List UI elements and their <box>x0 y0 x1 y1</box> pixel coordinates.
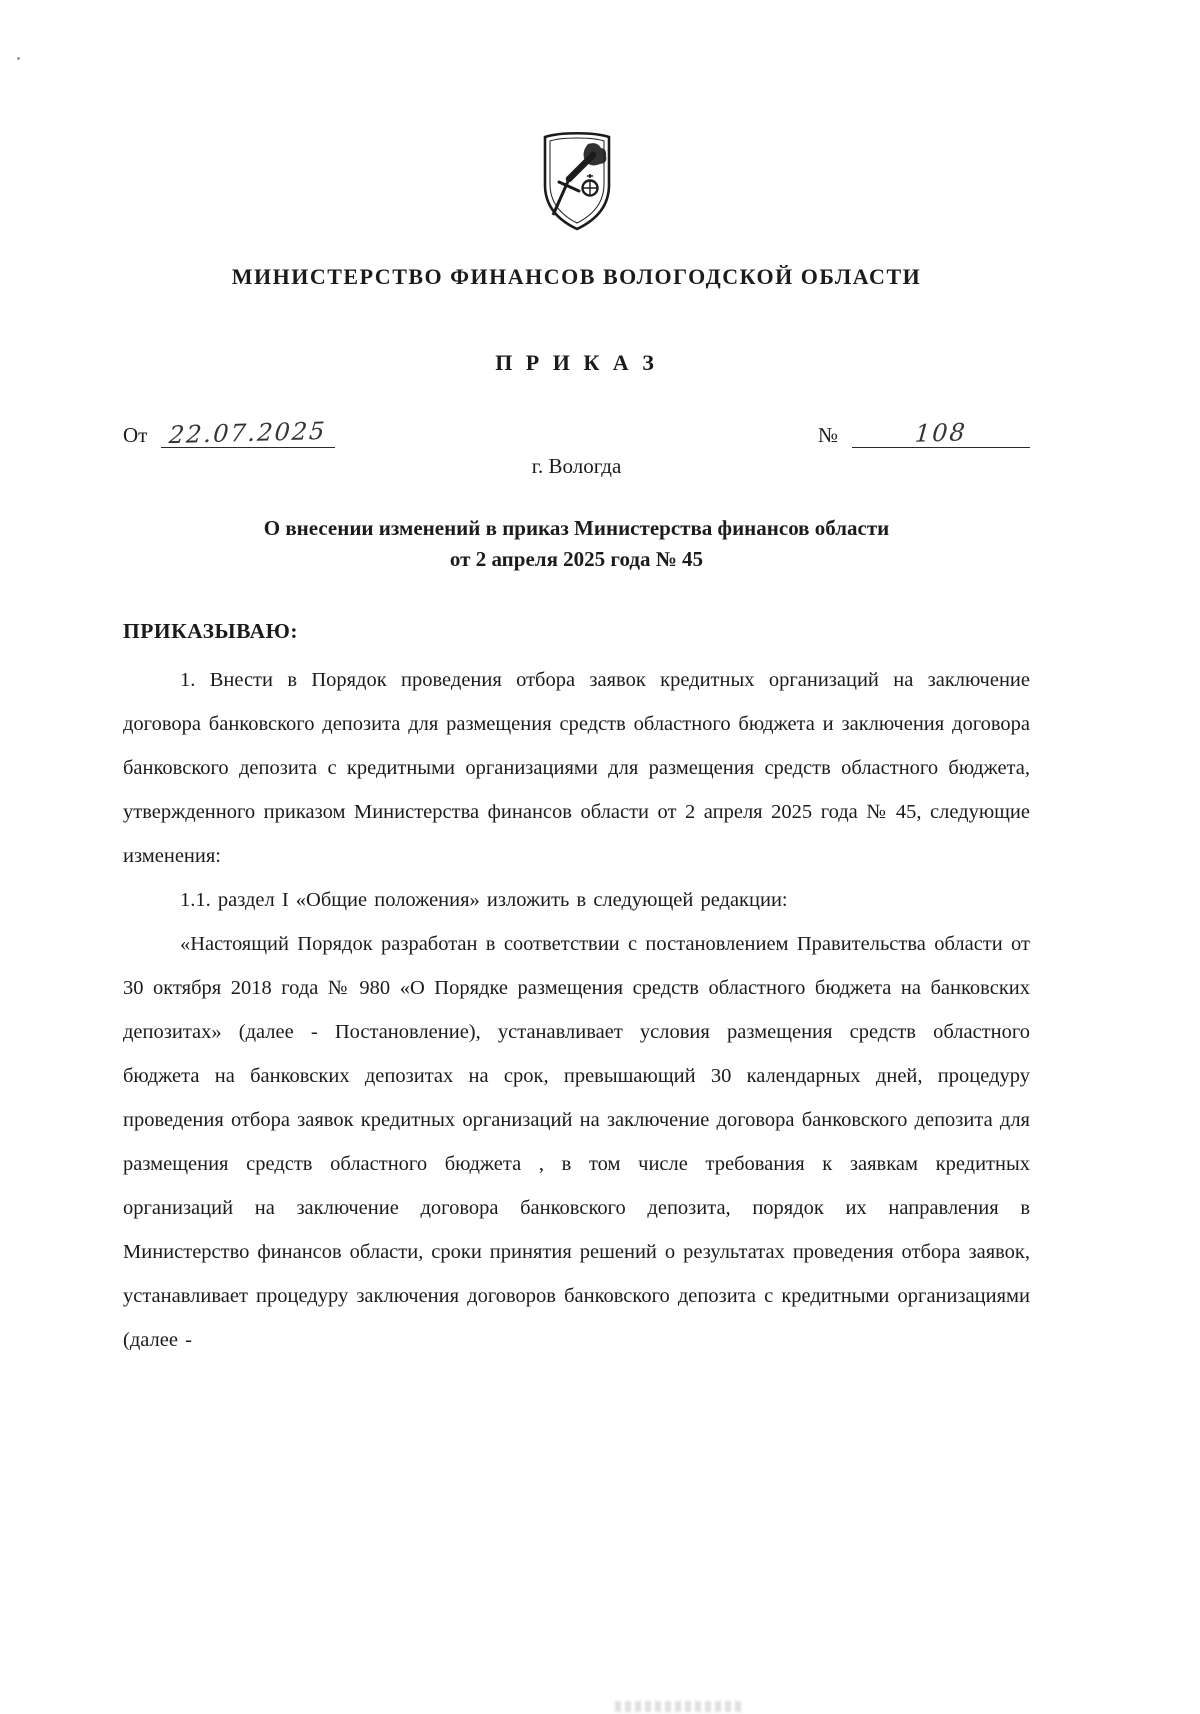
handwritten-number: 108 <box>914 418 969 448</box>
scan-smudge <box>615 1701 745 1712</box>
organization-name: МИНИСТЕРСТВО ФИНАНСОВ ВОЛОГОДСКОЙ ОБЛАСТИ <box>231 264 922 289</box>
subject-line-2: от 2 апреля 2025 года № 45 <box>449 547 704 572</box>
number-label: № <box>817 423 838 448</box>
coat-of-arms <box>123 128 1030 234</box>
document-type-title: П Р И К А З <box>495 350 658 375</box>
order-keyword: ПРИКАЗЫВАЮ: <box>123 619 299 644</box>
paragraph-section-text: «Настоящий Порядок разработан в соответствии с постановлением Правительства области от 30 октября 2018 года № 980 «О Порядке размещения средств областного бюджета на банковских депозитах» (далее - Постановление), устанавливает условия размещения средств областного бюджета на банковских депозитах на срок, превышающий 30 календарных дней, процедуру проведения отбора заявок кредитных организаций на заключение договора банковского депозита для размещения средств областного бюджета , в том числе требования к заявкам кредитных организаций на заключение договора банковского депозита, порядок их направления в Министерство финансов области, сроки принятия решений о результатах проведения отбора заявок, устанавливает процедуру заключения договоров банковского депозита с кредитными организациями (далее - <box>123 933 1030 1352</box>
paragraph-1: 1. Внести в Порядок проведения отбора заявок кредитных организаций на заключение договора банковского депозита для размещения средств областного бюджета и заключения договора банковского депозита с кредитными организациями для размещения средств областного бюджета, утвержденного приказом Министерства финансов области от 2 апреля 2025 года № 45, следующие изменения: <box>123 669 1030 868</box>
paragraph-1-1: 1.1. раздел I «Общие положения» изложить в следующей редакции: <box>180 889 788 912</box>
subject-line-1: О внесении изменений в приказ Министерства финансов области <box>263 516 890 541</box>
number-blank-line <box>852 420 1030 448</box>
coat-of-arms-icon <box>538 128 616 234</box>
date-number-row <box>123 416 1030 450</box>
date-blank-line <box>161 416 334 450</box>
date-label: От <box>123 423 148 448</box>
number-group <box>818 420 1030 448</box>
scan-speck <box>17 57 20 60</box>
subject-heading <box>123 513 1030 575</box>
city-line: г. Вологда <box>531 454 622 479</box>
handwritten-date: 22.07.2025 <box>168 416 328 450</box>
date-group <box>123 416 335 450</box>
